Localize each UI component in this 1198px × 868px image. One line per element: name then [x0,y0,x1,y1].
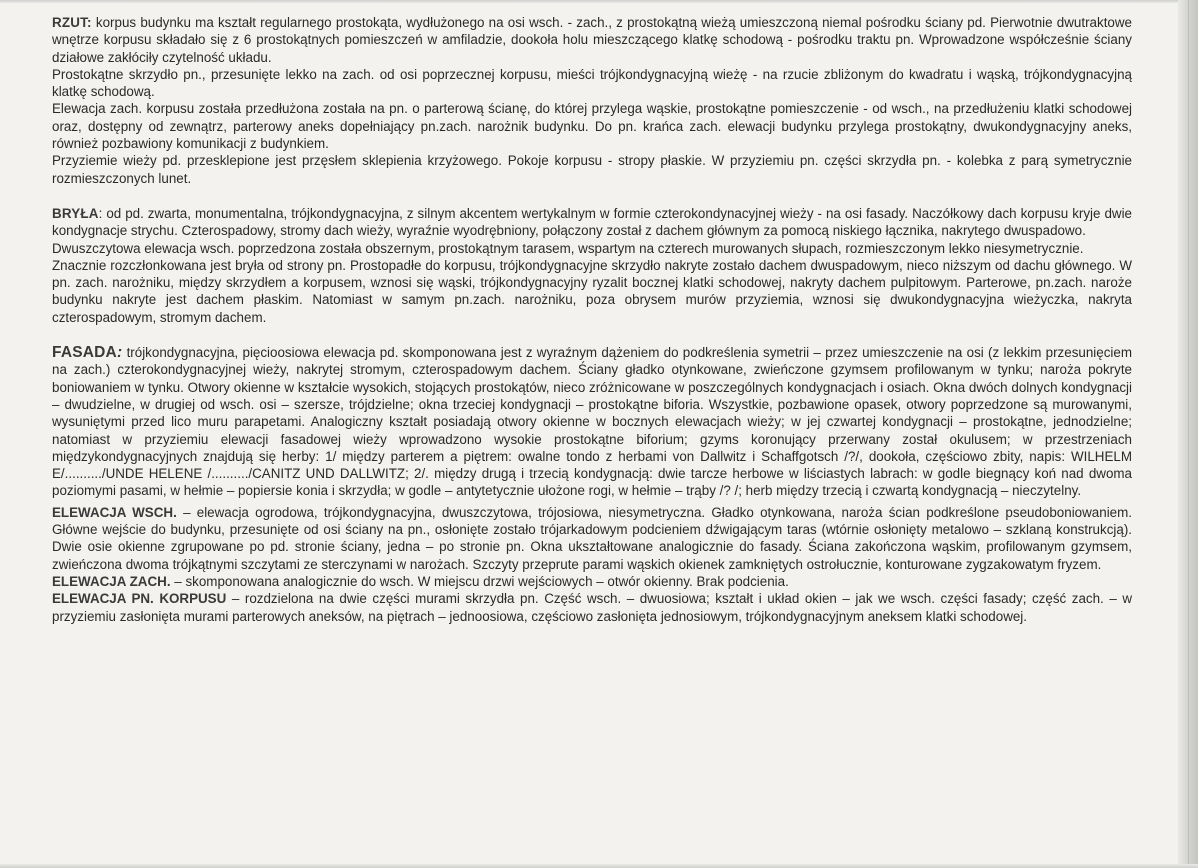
rzut-text-1: korpus budynku ma kształt regularnego prostokąta, wydłużonego na osi wsch. - zach., z prostokątną wieżą umieszczoną niemal pośrodku ściany pd. Pierwotnie dwutraktowe wnętrze korpusu składało się z 6 prostokątnych pomieszczeń w amfiladzie, dookoła holu mieszczącego klatkę schodową - pośrodku traktu pn. Wprowadzone współcześnie ściany działowe zakłóciły czytelność układu. [52,15,1132,65]
bryla-heading: BRYŁA [52,205,99,221]
elew-wsch-text: – elewacja ogrodowa, trójkondygnacyjna, dwuszczytowa, trójosiowa, niesymetryczna. Gładko otynkowana, naroża ścian podkreślone pseudoboniowaniem. Główne wejście do budynku, przesunięte od osi ściany na pn., osłonięte zostało trójarkadowym podcieniem dźwigającym taras (wtórnie osłonięty metalowo – szklaną konstrukcją). Dwie osie okienne zgrupowane po pd. stronie ściany, jedna – po stronie pn. Okna ukształtowane analogicznie do fasady. Ściana zakończona wąskim, profilowanym gzymsem, zwieńczona dwoma trójkątnymi szczytami ze sterczynami w narożach. Szczyty przeprute parami wąskich okienek zamkniętych ostrołucznie, konturowane zygzakowatym fryzem. [52,504,1132,572]
bryla-paragraph-1 [52,205,1132,240]
rzut-heading: RZUT: [52,15,92,30]
bryla-paragraph-2: Dwuszczytowa elewacja wsch. poprzedzona została obszernym, prostokątnym tarasem, wspartym na czterech murowanych słupach, rozmieszczonym lekko niesymetrycznie. [52,240,1084,256]
bryla-paragraph-3: Znacznie rozczłonkowana jest bryła od strony pn. Prostopadłe do korpusu, trójkondygnacyjne skrzydło nakryte zostało dachem dwuspadowym, nieco niższym od dachu głównego. W pn. zach. narożniku, między skrzydłem a korpusem, wznosi się wąski, trójkondygnacyjny ryzalit bocznej klatki schodowej, nakryty dachem pulpitowym. Parterowe, pn.zach. naroże budynku nakryte jest dachem płaskim. Natomiast w samym pn.zach. narożniku, poza obrysem murów przyziemia, wznosi się dwukondygnacyjna wieżyczka, nakryta czterospadowym, stromym dachem. [52,257,1132,325]
elew-pn-heading: ELEWACJA PN. KORPUSU [52,591,227,607]
elew-pn-text: – rozdzielona na dwie części murami skrzydła pn. Część wsch. – dwuosiowa; kształt i układ okien – jak we wsch. części fasady; część zach. – w przyziemiu zasłonięta murami parterowych aneksów, na piętrach – jednoosiowa, częściowo zasłonięta jednosiowym, trójkondygnacyjnym aneksem klatki schodowej. [52,591,1132,624]
document-body [52,14,1132,625]
elew-zach-text: – skomponowana analogicznie do wsch. W miejscu drzwi wejściowych – otwór okienny. Brak podcienia. [174,573,789,589]
elew-wsch-heading: ELEWACJA WSCH. [52,504,177,520]
elew-zach-heading: ELEWACJA ZACH. [52,573,171,589]
elew-zach-paragraph [52,573,1132,590]
scan-edge-right [1178,0,1198,868]
section-elewacja-zach [52,573,1132,590]
rzut-paragraph-4: Przyziemie wieży pd. przesklepione jest przęsłem sklepienia krzyżowego. Pokoje korpusu - stropy płaskie. W przyziemiu pn. części skrzydła pn. - kolebka z parą symetrycznie rozmieszczonych lunet. [52,153,1132,186]
elew-pn-paragraph [52,590,1132,625]
rzut-paragraph-1 [52,14,1132,66]
rzut-paragraph-3: Elewacja zach. korpusu została przedłużona została na pn. o parterową ścianę, do której przylega wąskie, prostokątne pomieszczenie - od wsch., na przedłużeniu klatki schodowej oraz, dostępny od zewnątrz, parterowy aneks dopełniający pn.zach. narożnik budynku. Do pn. krańca zach. elewacji budynku przylega prostokątny, dwukondygnacyjny aneks, również pozbawiony komunikacji z budynkiem. [52,101,1132,152]
section-bryla [52,205,1132,326]
elew-wsch-paragraph [52,504,1132,573]
bryla-text-1: : od pd. zwarta, monumentalna, trójkondygnacyjna, z silnym akcentem wertykalnym w formie czterokondynacyjnej wieży - na osi fasady. Naczółkowy dach korpusu kryje dwie kondygnacje strychu. Czterospadowy, stromy dach wieży, wyraźnie wyodrębniony, połączony został z dachem głównym za pomocą niskiego łącznika, nakrytego dwuspadowo. [52,205,1132,239]
fasada-paragraph-1 [52,344,1132,500]
section-elewacja-pn [52,590,1132,625]
scan-edge-bottom [0,864,1198,868]
section-elewacja-wsch [52,504,1132,573]
section-rzut [52,14,1132,187]
fasada-heading: FASADA [52,344,117,362]
rzut-paragraph-2: Prostokątne skrzydło pn., przesunięte lekko na zach. od osi poprzecznej korpusu, mieści trójkondygnacyjną wieżę - na rzucie zbliżonym do kwadratu i wąską, trójkondygnacyjną klatkę schodową. [52,66,1132,100]
scan-edge-top [0,0,1198,3]
fasada-heading-colon: : [116,344,123,362]
fasada-text-1: trójkondygnacyjna, pięcioosiowa elewacja pd. skomponowana jest z wyraźnym dążeniem do podkreślenia symetrii – przez umieszczenie na osi (z lekkim przesunięciem na zach.) czterokondygnacyjnej wieży, nakrytej stromym, czterospadowym dachem. Ściany gładko otynkowane, zwieńczone gzymsem profilowanym w tynku; naroża pokryte boniowaniem w tynku. Otwory okienne w kształcie wysokich, stojących prostokątów, nieco zróżnicowane w poszczególnych kondygnacjach i osiach. Okna dwóch dolnych kondygnacji – dwudzielne, w drugiej od wsch. osi – szersze, trójdzielne; okna trzeciej kondygnacji – prostokątne biforia. Wszystkie, pozbawione opasek, otwory poprzedzone są murowanymi, wysuniętymi przed lico muru parapetami. Analogiczny kształt posiadają otwory okienne w bocznych elewacjach wieży; w jej czwartej kondygnacji – prostokątne, jednodzielne; natomiast w przyziemiu elewacji fasadowej wieży wprowadzono wysokie prostokątne biforium; gzyms koronujący przerwany został okulusem; w przestrzeniach międzykondygnacyjnych znajdują się herby: 1/ między parterem a piętrem: owalne tondo z herbami von Dallwitz i Schaffgotsch /?/, dookoła, częściowo zbity, napis: WILHELM E/........../UNDE HELENE /........../CANITZ UND DALLWITZ; 2/. między drugą i trzecią kondygnacją: dwie tarcze herbowe w liściastych labrach: w godle biegnący koń nad dwoma poziomymi pasami, w hełmie – popiersie konia i skrzydła; w godle – antytetycznie ułożone rogi, w hełmie – trąby /? /; herb między trzecią i czwartą kondygnacją – nieczytelny. [52,345,1132,499]
section-fasada [52,344,1132,500]
